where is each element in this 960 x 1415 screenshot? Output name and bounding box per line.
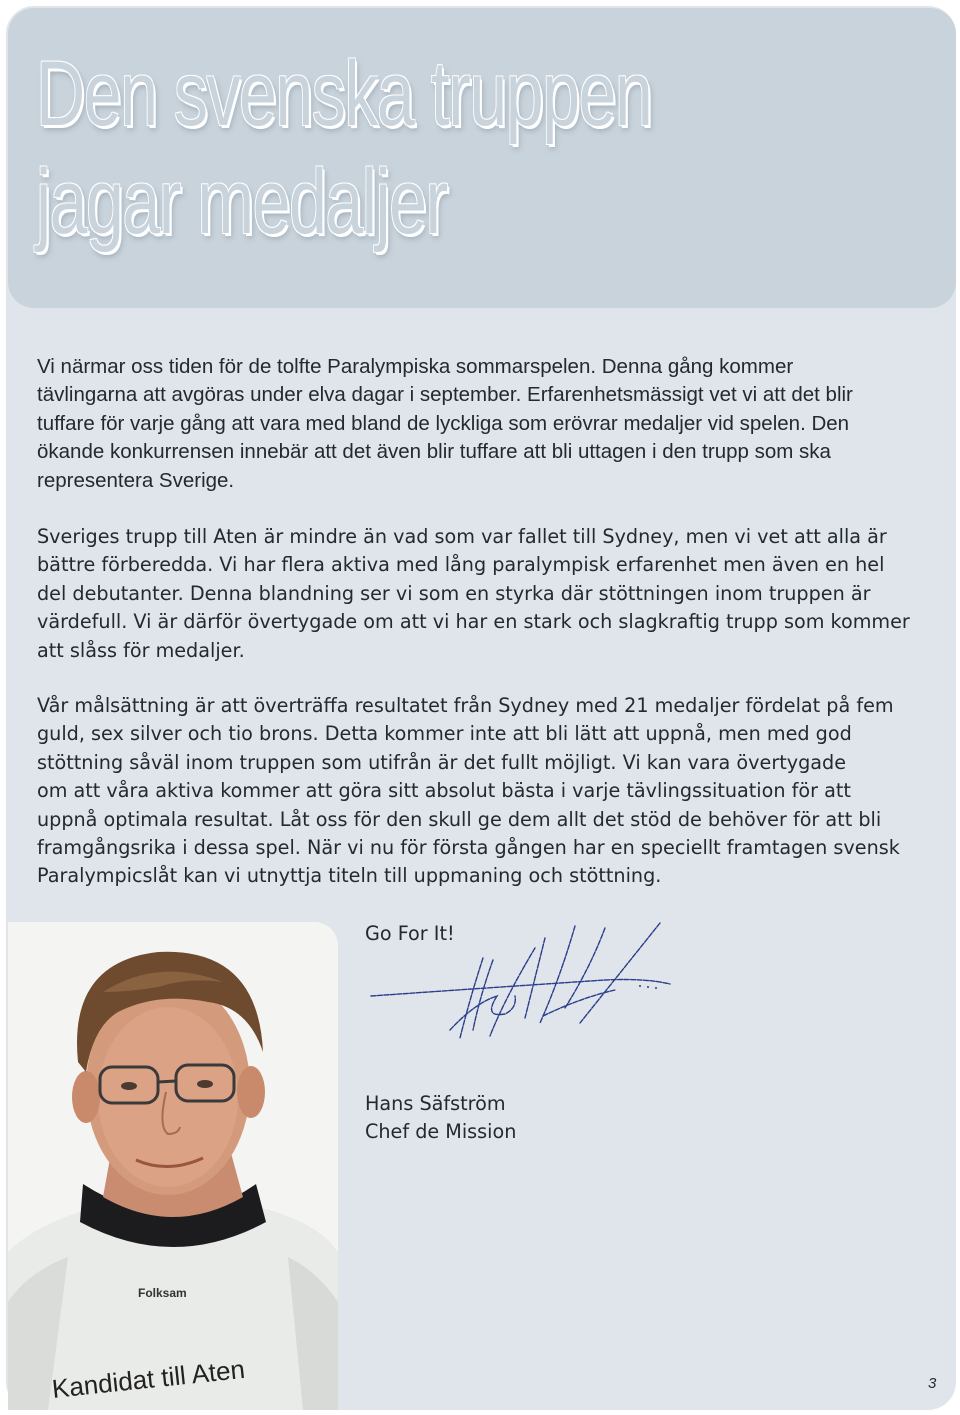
handwritten-signature: [365, 918, 685, 1058]
author-name: Hans Säfström: [365, 1092, 506, 1115]
page-title: Den svenska truppen jagar medaljer: [36, 43, 652, 253]
author-role: Chef de Mission: [365, 1120, 517, 1143]
sweater-text: Kandidat till Aten: [50, 1353, 247, 1404]
paragraph-intro: Vi närmar oss tiden för de tolfte Paralympiska sommarspelen. Denna gång kommer tävlingarna att avgöras under elva dagar i september. Erfarenhetsmässigt vet vi att det blir tuffare för varje gång att vara med bland de lyckliga som erövrar medaljer vid spelen. Den ökande konkurrensen innebär att det även blir tuffare att bli uttagen i den trupp som ska representera Sverige.: [37, 355, 853, 492]
paragraph-goal: Vår målsättning är att överträffa resultatet från Sydney med 21 medaljer fördelat på fem guld, sex silver och tio brons. Detta kommer inte att bli lätt att uppnå, men med god stöttning såväl inom truppen som utifrån är det fullt möjligt. Vi kan vara övertygade om att våra aktiva kommer att göra sitt absolut bästa i varje tävlingssituation för att uppnå optimala resultat. Låt oss för den skull ge dem allt det stöd de behöver för att bli framgångsrika i dessa spel. När vi nu för första gången har en speciellt framtagen svensk Paralympicslåt kan vi utnyttja titeln till uppmaning och stöttning.: [37, 694, 900, 888]
portrait-photo: [8, 922, 338, 1410]
paragraph-team: Sveriges trupp till Aten är mindre än vad som var fallet till Sydney, men vi vet att alla är bättre förberedda. Vi har flera aktiva med lång paralympisk erfarenhet men även en hel del debutanter. Denna blandning ser vi som en styrka där stöttningen inom truppen är värdefull. Vi är därför övertygade om att vi har en stark och slagkraftig trupp som kommer att slåss för medaljer.: [37, 525, 910, 662]
page-number: 3: [928, 1375, 937, 1392]
sweater-logo: Folksam: [138, 1286, 187, 1300]
signoff-greeting: Go For It!: [365, 922, 455, 945]
